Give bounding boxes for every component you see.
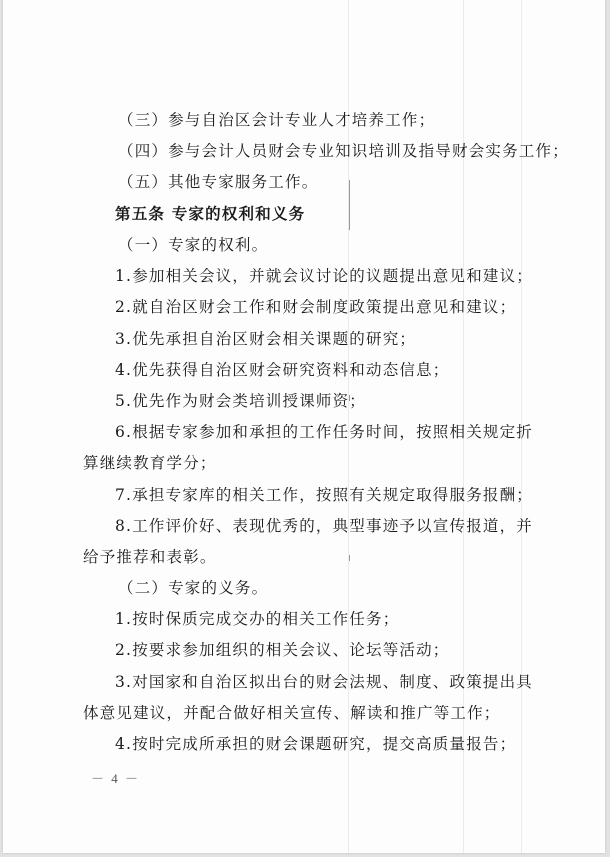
document-page [3,0,605,853]
list-item-continuation: 算继续教育学分； [83,454,217,472]
list-item: 4.按时完成所承担的财会课题研究，提交高质量报告； [115,735,517,753]
list-item: （四）参与会计人员财会专业知识培训及指导财会实务工作； [118,142,569,160]
list-item: 6.根据专家参加和承担的工作任务时间，按照相关规定折 [115,423,533,441]
list-item: 2.按要求参加组织的相关会议、论坛等活动； [115,641,450,659]
list-item: 2.就自治区财会工作和财会制度政策提出意见和建议； [115,298,517,316]
scan-artifact-dash [349,180,350,230]
list-item: （三）参与自治区会计专业人才培养工作； [118,111,436,129]
scan-artifact-dash [349,555,350,561]
subsection-heading: （一）专家的权利。 [118,236,269,254]
list-item: 1.按时保质完成交办的相关工作任务； [115,610,400,628]
list-item-continuation: 体意见建议，并配合做好相关宣传、解读和推广等工作； [83,704,501,722]
list-item: 4.优先获得自治区财会研究资料和动态信息； [115,361,450,379]
list-item: （五）其他专家服务工作。 [118,173,319,191]
list-item: 3.对国家和自治区拟出台的财会法规、制度、政策提出具 [115,673,533,691]
list-item: 5.优先作为财会类培训授课师资； [115,392,366,410]
list-item: 8.工作评价好、表现优秀的，典型事迹予以宣传报道，并 [115,517,533,535]
list-item: 7.承担专家库的相关工作，按照有关规定取得服务报酬； [115,486,533,504]
list-item-continuation: 给予推荐和表彰。 [83,548,217,566]
list-item: 3.优先承担自治区财会相关课题的研究； [115,330,417,348]
list-item: 1.参加相关会议，并就会议讨论的议题提出意见和建议； [115,267,533,285]
page-number: － 4 － [91,771,141,786]
subsection-heading: （二）专家的义务。 [118,579,269,597]
section-heading: 第五条 专家的权利和义务 [115,204,306,223]
